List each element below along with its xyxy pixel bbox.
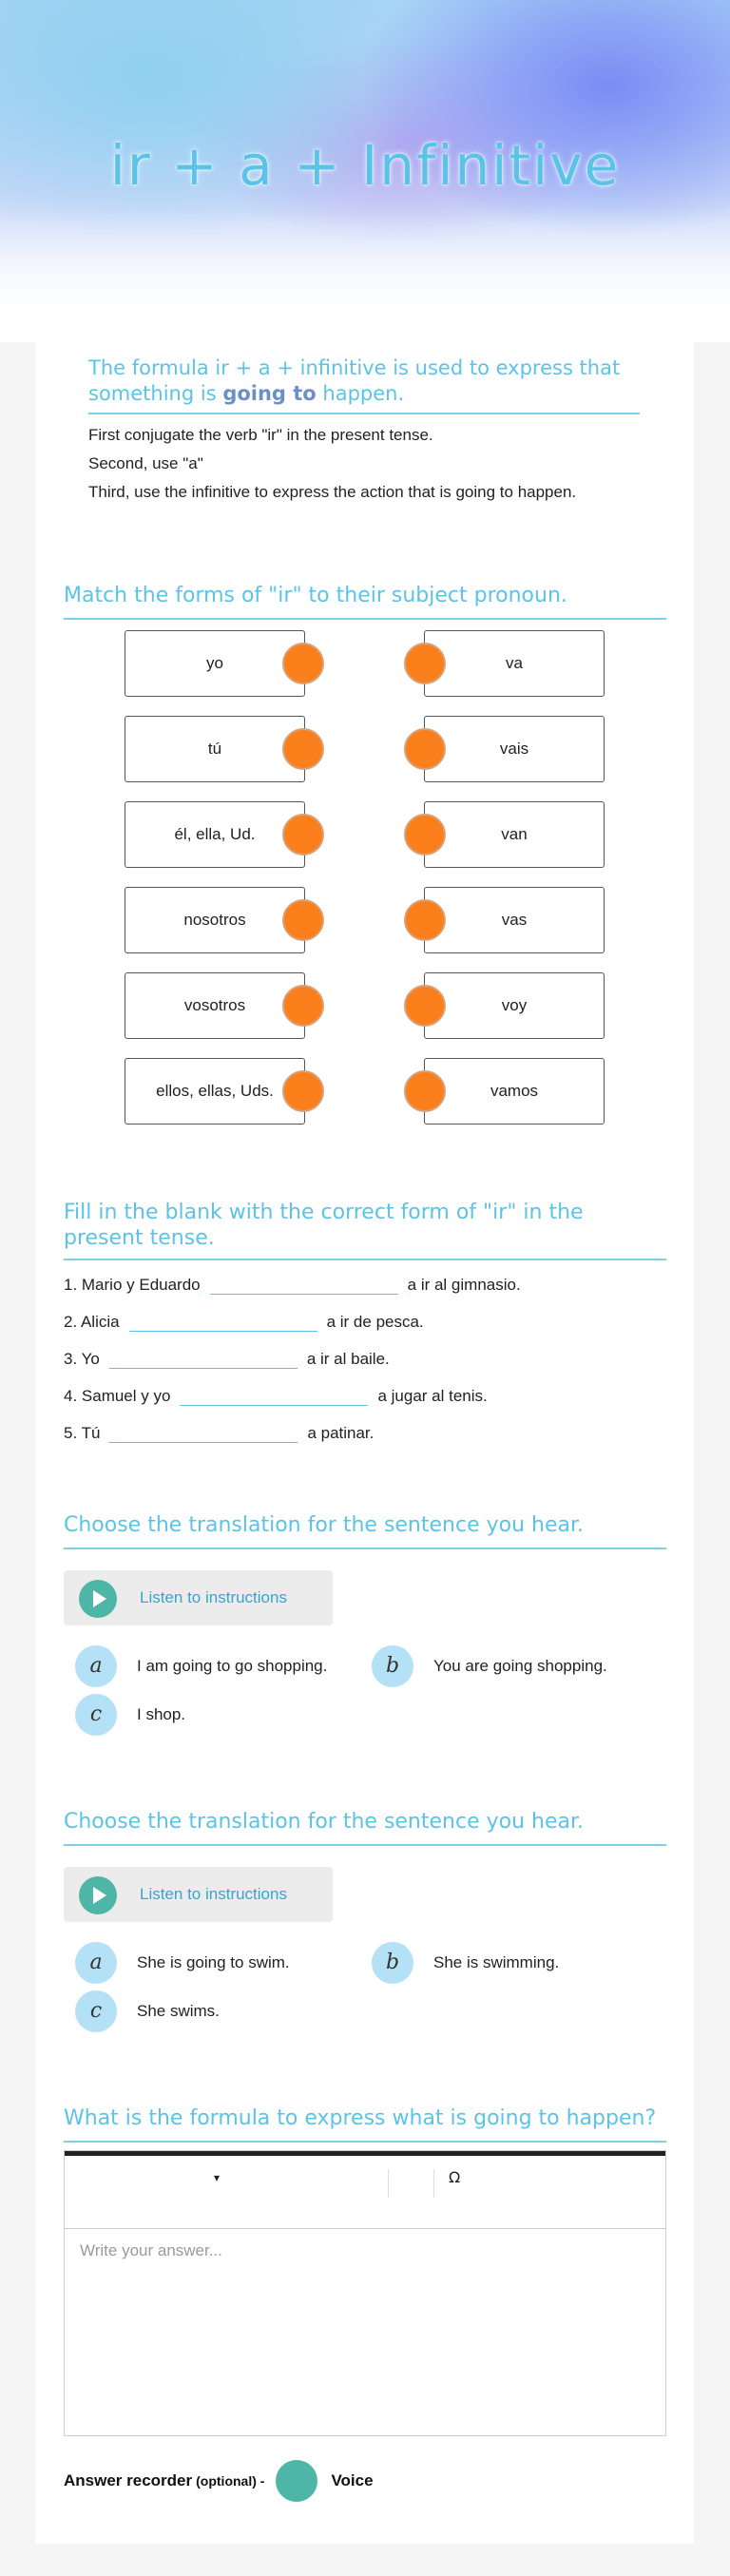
q2-option-c-text[interactable]: She swims. bbox=[137, 2002, 220, 2020]
toolbar-divider bbox=[433, 2169, 434, 2198]
q1-option-c-text[interactable]: I shop. bbox=[137, 1705, 186, 1723]
recorder-label: Answer recorder bbox=[64, 2471, 193, 2489]
q1-rule bbox=[64, 1548, 666, 1549]
fill-item bbox=[64, 1309, 424, 1332]
fill-item bbox=[64, 1420, 374, 1443]
open-rule bbox=[64, 2141, 666, 2143]
fill-item-after: a ir al gimnasio. bbox=[407, 1276, 521, 1294]
q2-section bbox=[64, 1809, 666, 1846]
match-left-connector[interactable] bbox=[282, 985, 324, 1027]
intro-heading-end: happen. bbox=[316, 382, 405, 405]
q1-heading: Choose the translation for the sentence you hear. bbox=[64, 1513, 585, 1537]
match-right-connector[interactable] bbox=[404, 643, 446, 684]
match-left-connector[interactable] bbox=[282, 643, 324, 684]
fill-item-before: 1. Mario y Eduardo bbox=[64, 1276, 201, 1294]
answer-editor bbox=[64, 2150, 666, 2436]
q2-option-b-text[interactable]: She is swimming. bbox=[433, 1953, 560, 1971]
match-left-connector[interactable] bbox=[282, 899, 324, 941]
fill-section bbox=[64, 1200, 666, 1260]
match-left-item[interactable]: él, ella, Ud. bbox=[125, 801, 305, 868]
match-right-connector[interactable] bbox=[404, 985, 446, 1027]
fill-heading: Fill in the blank with the correct form of "ir" in the present tense. bbox=[64, 1201, 584, 1250]
format-dropdown-caret-icon[interactable]: ▾ bbox=[214, 2171, 221, 2184]
match-right-connector[interactable] bbox=[404, 1070, 446, 1112]
intro-section bbox=[88, 356, 640, 502]
q2-listen-button[interactable] bbox=[64, 1867, 333, 1922]
banner-fade bbox=[0, 209, 730, 342]
match-right-connector[interactable] bbox=[404, 728, 446, 770]
fill-item bbox=[64, 1346, 390, 1369]
q1-option-b-text[interactable]: You are going shopping. bbox=[433, 1657, 607, 1675]
q2-option-a-text[interactable]: She is going to swim. bbox=[137, 1953, 290, 1971]
header-banner bbox=[0, 0, 730, 342]
answer-textarea[interactable]: Write your answer... bbox=[80, 2241, 222, 2259]
match-left-item[interactable]: tú bbox=[125, 716, 305, 782]
q1-option-a-badge[interactable]: a bbox=[75, 1645, 117, 1687]
play-icon bbox=[79, 1580, 117, 1618]
fill-item-before: 4. Samuel y yo bbox=[64, 1387, 171, 1405]
fill-item-before: 3. Yo bbox=[64, 1350, 100, 1368]
match-right-item[interactable]: vamos bbox=[424, 1058, 605, 1125]
match-right-item[interactable]: vas bbox=[424, 887, 605, 953]
fill-item-after: a patinar. bbox=[307, 1424, 375, 1442]
match-rule bbox=[64, 618, 666, 620]
q2-option-c-badge[interactable]: c bbox=[75, 1990, 117, 2032]
fill-item-after: a ir de pesca. bbox=[326, 1313, 424, 1331]
voice-label: Voice bbox=[331, 2471, 374, 2489]
match-right-item[interactable]: van bbox=[424, 801, 605, 868]
match-section bbox=[64, 583, 666, 620]
match-left-item[interactable]: yo bbox=[125, 630, 305, 697]
intro-heading bbox=[88, 356, 640, 407]
fill-item-after: a ir al baile. bbox=[306, 1350, 390, 1368]
fill-item-after: a jugar al tenis. bbox=[377, 1387, 488, 1405]
fill-item-before: 2. Alicia bbox=[64, 1313, 120, 1331]
q1-listen-button[interactable] bbox=[64, 1570, 333, 1625]
match-right-item[interactable]: voy bbox=[424, 972, 605, 1039]
fill-blank-input[interactable] bbox=[210, 1272, 398, 1295]
play-icon bbox=[79, 1876, 117, 1914]
match-left-item[interactable]: vosotros bbox=[125, 972, 305, 1039]
intro-line-3: Third, use the infinitive to express the action that is going to happen. bbox=[88, 483, 577, 501]
match-right-connector[interactable] bbox=[404, 899, 446, 941]
match-heading: Match the forms of "ir" to their subject pronoun. bbox=[64, 584, 567, 607]
q2-heading: Choose the translation for the sentence you hear. bbox=[64, 1810, 585, 1834]
record-voice-button[interactable] bbox=[276, 2460, 317, 2502]
special-characters-icon[interactable]: Ω bbox=[449, 2168, 461, 2186]
q1-section bbox=[64, 1512, 666, 1549]
match-right-connector[interactable] bbox=[404, 814, 446, 855]
open-section bbox=[64, 2105, 666, 2143]
q1-option-c-badge[interactable]: c bbox=[75, 1694, 117, 1736]
intro-heading-text: The formula ir + a + infinitive is used to express that something is bbox=[88, 356, 621, 405]
q2-option-b-badge[interactable]: b bbox=[372, 1942, 413, 1984]
match-left-connector[interactable] bbox=[282, 728, 324, 770]
recorder-optional-label: (optional) - bbox=[196, 2473, 265, 2489]
match-left-item[interactable]: ellos, ellas, Uds. bbox=[125, 1058, 305, 1125]
fill-blank-input[interactable] bbox=[129, 1309, 317, 1332]
q2-rule bbox=[64, 1844, 666, 1846]
fill-blank-input[interactable] bbox=[180, 1383, 368, 1406]
fill-blank-input[interactable] bbox=[109, 1420, 298, 1443]
match-left-item[interactable]: nosotros bbox=[125, 887, 305, 953]
match-right-item[interactable]: va bbox=[424, 630, 605, 697]
open-heading: What is the formula to express what is going to happen? bbox=[64, 2106, 657, 2130]
match-left-connector[interactable] bbox=[282, 1070, 324, 1112]
answer-recorder bbox=[64, 2460, 374, 2502]
q2-listen-label: Listen to instructions bbox=[140, 1885, 287, 1903]
match-right-item[interactable]: vais bbox=[424, 716, 605, 782]
fill-item bbox=[64, 1272, 521, 1295]
q2-option-a-badge[interactable]: a bbox=[75, 1942, 117, 1984]
intro-line-2: Second, use "a" bbox=[88, 454, 203, 472]
fill-item bbox=[64, 1383, 488, 1406]
intro-line-1: First conjugate the verb "ir" in the present tense. bbox=[88, 426, 433, 444]
fill-rule bbox=[64, 1259, 666, 1260]
intro-rule bbox=[88, 413, 640, 414]
intro-heading-bold: going to bbox=[222, 382, 317, 405]
fill-item-before: 5. Tú bbox=[64, 1424, 101, 1442]
q1-listen-label: Listen to instructions bbox=[140, 1588, 287, 1606]
toolbar-divider bbox=[388, 2169, 389, 2198]
q1-option-a-text[interactable]: I am going to go shopping. bbox=[137, 1657, 328, 1675]
page-title: ir + a + Infinitive bbox=[109, 133, 621, 198]
editor-toolbar bbox=[65, 2156, 665, 2229]
fill-blank-input[interactable] bbox=[109, 1346, 298, 1369]
match-left-connector[interactable] bbox=[282, 814, 324, 855]
q1-option-b-badge[interactable]: b bbox=[372, 1645, 413, 1687]
